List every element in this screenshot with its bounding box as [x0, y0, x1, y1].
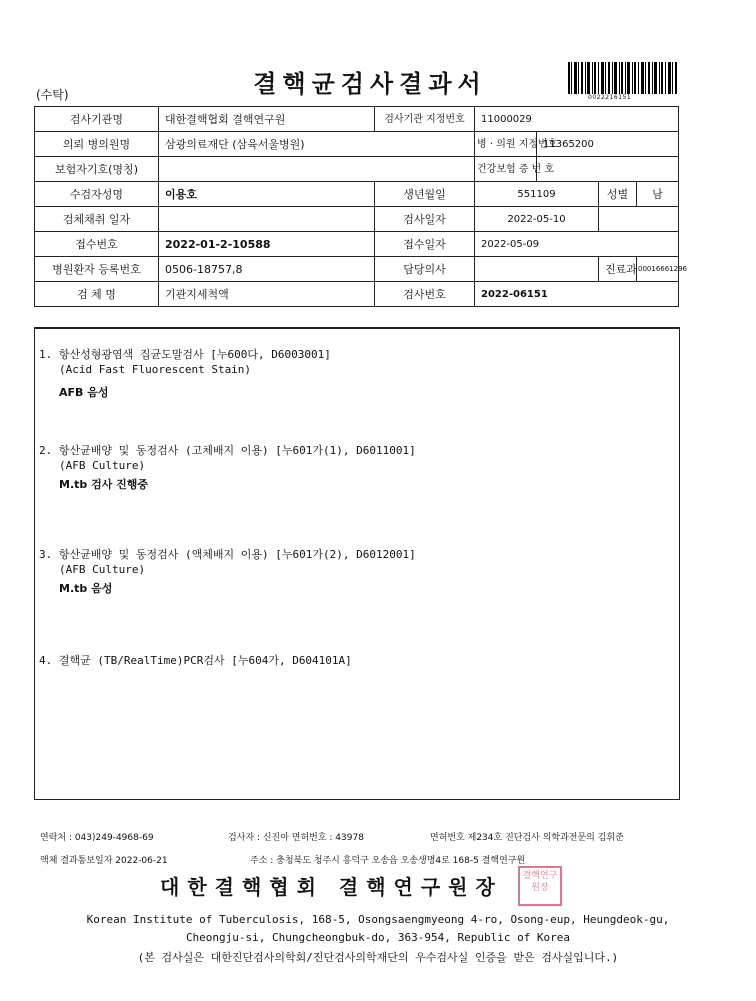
patient-label: 수검자성명 — [35, 182, 159, 207]
hospital-no-value: 0506-18757,8 — [159, 257, 375, 282]
dob-label: 생년월일 — [375, 182, 475, 207]
result-value: M.tb 음성 — [59, 582, 113, 595]
english-address-line2: Cheongju-si, Chungcheongbuk-do, 363-954, Republic of Korea — [185, 931, 571, 944]
dept-value: 00016661296 — [637, 257, 679, 282]
organization-name: 대한결핵협회 결핵연구원장 — [160, 875, 503, 899]
english-address-line1: Korean Institute of Tuberculosis, 168-5, Osongsaengmyeong 4-ro, Osong-eup, Heungdeok-gu, — [86, 913, 670, 926]
results-section — [34, 327, 680, 800]
address-text: 주소 : 충청북도 청주시 흥덕구 오송읍 오송생명4로 168-5 결핵연구원 — [250, 856, 526, 866]
report-date-text: 액체 결과통보일자 2022-06-21 — [40, 856, 168, 866]
request-tag: (수탁) — [36, 88, 69, 102]
dob-value: 551109 — [475, 182, 599, 207]
test-date-value: 2022-05-10 — [475, 207, 599, 232]
receipt-no-label: 접수번호 — [35, 232, 159, 257]
test-date-empty — [599, 207, 679, 232]
receipt-date-label: 접수일자 — [375, 232, 475, 257]
sex-label: 성별 — [599, 182, 637, 207]
result-test-name: 2. 항산균배양 및 동정검사 (고체배지 이용) [누601가(1), D6011001] — [39, 444, 416, 457]
result-item — [39, 443, 416, 492]
doctor-label: 담당의사 — [375, 257, 475, 282]
sex-value: 남 — [637, 182, 679, 207]
result-item — [39, 347, 331, 400]
receipt-no-value: 2022-01-2-10588 — [159, 232, 375, 257]
receipt-date-value: 2022-05-09 — [475, 232, 679, 257]
specimen-label: 검 체 명 — [35, 282, 159, 307]
official-seal-image — [518, 866, 562, 906]
certification-text: (본 검사실은 대한진단검사의학회/진단검사의학재단의 우수검사실 인증을 받은 검사실입니다.) — [137, 951, 619, 964]
license-text: 면허번호 제234호 진단검사 의학과전문의 김휘준 — [430, 833, 624, 843]
lab-name-label: 검사기관명 — [35, 107, 159, 132]
result-test-name: 4. 결핵균 (TB/RealTime)PCR검사 [누604가, D604101A] — [39, 654, 352, 667]
result-item — [39, 547, 416, 596]
lab-name-value: 대한결핵협회 결핵연구원 — [159, 107, 375, 132]
result-test-subtitle: (AFB Culture) — [59, 563, 146, 576]
result-test-name: 3. 항산균배양 및 동정검사 (액체배지 이용) [누601가(2), D6012001] — [39, 548, 416, 561]
clinic-code-value: 11365200 — [537, 132, 679, 157]
barcode-number: 0022216151 — [588, 94, 632, 101]
seal-text: 결핵연구원장 — [522, 871, 558, 893]
result-value: AFB 음성 — [59, 386, 109, 399]
insured-label: 보험자기호(명칭) — [35, 157, 159, 182]
clinic-value: 삼광의료재단 (삼육서울병원) — [159, 132, 475, 157]
clinic-code-label: 병 · 의원 지정번호 — [475, 132, 537, 157]
lab-code-value: 11000029 — [475, 107, 679, 132]
result-value: M.tb 검사 진행중 — [59, 478, 149, 491]
examiner-text: 검사자 : 신진아 면허번호 : 43978 — [228, 833, 364, 843]
hospital-no-label: 병원환자 등록번호 — [35, 257, 159, 282]
insured-value — [159, 157, 475, 182]
patient-value: 이용호 — [159, 182, 375, 207]
test-no-value: 2022-06151 — [475, 282, 679, 307]
doctor-value — [475, 257, 599, 282]
patient-info-table — [34, 106, 687, 307]
contact-text: 연락처 : 043)249-4968-69 — [40, 833, 154, 843]
page-title: 결핵균검사결과서 — [253, 69, 487, 98]
collect-date-label: 검체채취 일자 — [35, 207, 159, 232]
clinic-label: 의뢰 병의원명 — [35, 132, 159, 157]
test-no-label: 검사번호 — [375, 282, 475, 307]
result-test-subtitle: (AFB Culture) — [59, 459, 146, 472]
result-item — [39, 653, 352, 668]
specimen-value: 기관지세척액 — [159, 282, 375, 307]
dept-label: 진료과 — [599, 257, 637, 282]
test-date-label: 검사일자 — [375, 207, 475, 232]
insurance-no-value — [537, 157, 679, 182]
barcode-image — [568, 62, 678, 94]
result-test-name: 1. 항산성형광염색 집균도말검사 [누600다, D6003001] — [39, 348, 331, 361]
lab-code-label: 검사기관 지정번호 — [375, 107, 475, 132]
insurance-no-label: 건강보험 증 번 호 — [475, 157, 537, 182]
result-test-subtitle: (Acid Fast Fluorescent Stain) — [59, 363, 252, 376]
collect-date-value — [159, 207, 375, 232]
